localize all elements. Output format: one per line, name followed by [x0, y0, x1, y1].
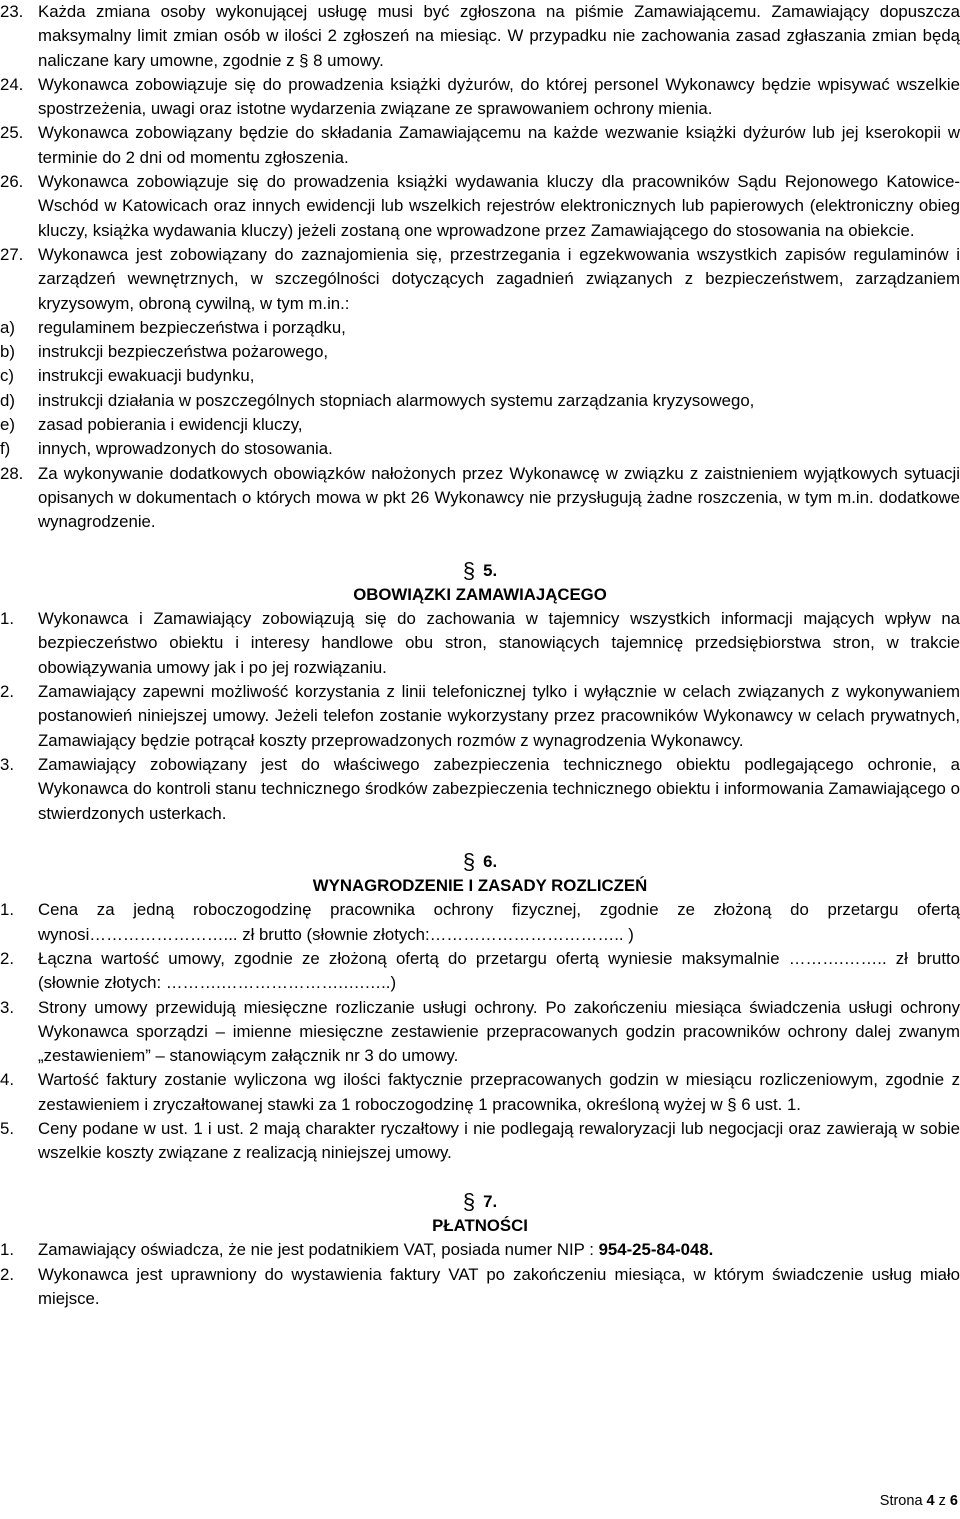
list-item	[0, 753, 960, 826]
total-pages: 6	[949, 1493, 958, 1509]
item-text: Wykonawca zobowiązuje się do prowadzenia książki wydawania kluczy dla pracowników Sądu Rejonowego Katowice-Wschód w Katowicach oraz innych ewidencji lub wszelkich rejestrów elektronicznych lub papierowych (elektroniczny obieg kluczy, książka wydawania kluczy) jeżeli zostaną one wprowadzone przez Zamawiającego do stosowania na obiekcie.	[38, 172, 960, 240]
list-item-28	[0, 462, 960, 535]
item-letter: c)	[0, 366, 14, 386]
page-footer	[880, 1492, 958, 1510]
item-text: instrukcji ewakuacji budynku,	[38, 366, 255, 386]
item-number: 24.	[0, 74, 24, 94]
section-7	[0, 1190, 960, 1311]
item-text: regulaminem bezpieczeństwa i porządku,	[38, 317, 346, 337]
item-number: 2.	[0, 1264, 14, 1284]
footer-prefix: Strona	[879, 1493, 927, 1509]
section-number-text: 7.	[483, 1191, 498, 1211]
section-6	[0, 850, 960, 1166]
item-text: Zamawiający oświadcza, że nie jest podatnikiem VAT, posiada numer NIP :	[38, 1240, 599, 1260]
list-item-e	[0, 413, 960, 437]
item-text: instrukcji działania w poszczególnych stopniach alarmowych systemu zarządzania kryzysowego,	[38, 390, 755, 410]
list-item	[0, 1117, 960, 1166]
item-number: 3.	[0, 754, 14, 774]
item-text: Cena za jedną roboczogodzinę pracownika ochrony fizycznej, zgodnie ze złożoną do przetargu ofertą wynosi……………………... zł brutto (słownie złotych:…………………………….. )	[38, 900, 960, 944]
section-number-text: 5.	[483, 560, 498, 580]
list-item	[0, 996, 960, 1069]
item-number: 4.	[0, 1070, 14, 1090]
section-title: WYNAGRODZENIE I ZASADY ROZLICZEŃ	[312, 876, 648, 896]
item-text: Każda zmiana osoby wykonującej usługę musi być zgłoszona na piśmie Zamawiającemu. Zamawiający dopuszcza maksymalny limit zmian osób w ilości 2 zgłoszeń na miesiąc. W przypadku nie zachowania zasad zgłaszania zmian będą naliczane kary umowne, zgodnie z § 8 umowy.	[38, 2, 960, 70]
section-title: PŁATNOŚCI	[432, 1215, 528, 1235]
paragraph-symbol: §	[462, 557, 476, 583]
item-text: Ceny podane w ust. 1 i ust. 2 mają charakter ryczałtowy i nie podlegają rewaloryzacji lub negocjacji oraz zawierają w sobie wszelkie koszty związane z realizacją niniejszej umowy.	[38, 1119, 960, 1163]
item-number: 23.	[0, 2, 24, 21]
item-number: 3.	[0, 997, 14, 1017]
section-number	[0, 559, 960, 583]
item-number: 25.	[0, 123, 24, 143]
list-item	[0, 607, 960, 680]
item-text: Wartość faktury zostanie wyliczona wg ilości faktycznie przepracowanych godzin w miesiącu rozliczeniowym, zgodnie z zestawieniem i zryczałtowanej stawki za 1 roboczogodzinę 1 pracownika, określoną wyżej w § 6 ust. 1.	[38, 1070, 960, 1114]
list-section-4-continued	[0, 0, 960, 535]
current-page-number: 4	[926, 1493, 935, 1509]
item-number: 1.	[0, 900, 14, 920]
list-item	[0, 947, 960, 996]
nip-number: 954-25-84-048.	[598, 1240, 714, 1260]
item-number: 27.	[0, 244, 24, 264]
item-letter: e)	[0, 415, 15, 435]
item-number: 26.	[0, 172, 24, 192]
footer-separator: z	[934, 1493, 950, 1509]
paragraph-symbol: §	[462, 1188, 476, 1214]
item-text: Za wykonywanie dodatkowych obowiązków nałożonych przez Wykonawcę w związku z zaistnieniem wyjątkowych sytuacji opisanych w dokumentach o których mowa w pkt 26 Wykonawcy nie przysługują żadne roszczenia, w tym m.in. dodatkowe wynagrodzenie.	[38, 463, 960, 532]
list-item-25	[0, 121, 960, 170]
item-letter: d)	[0, 390, 15, 410]
item-letter: a)	[0, 317, 15, 337]
list-item-24	[0, 73, 960, 122]
list-item	[0, 1263, 960, 1312]
item-number: 1.	[0, 1240, 14, 1260]
item-text: instrukcji bezpieczeństwa pożarowego,	[38, 342, 329, 362]
list-item	[0, 1238, 960, 1262]
list-item	[0, 898, 960, 947]
section-number-text: 6.	[483, 851, 498, 871]
item-text: innych, wprowadzonych do stosowania.	[38, 439, 333, 459]
list-item-a	[0, 316, 960, 340]
item-text: Strony umowy przewidują miesięczne rozliczanie usługi ochrony. Po zakończeniu miesiąca świadczenia usługi ochrony Wykonawca sporządzi – imienne miesięczne zestawienie przepracowanych godzin pracowników ochrony dalej zwanym „zestawieniem” – stanowiącym załącznik nr 3 do umowy.	[38, 997, 960, 1066]
list-item-c	[0, 364, 960, 388]
list-item-23	[0, 0, 960, 73]
item-text: Zamawiający zobowiązany jest do właściwego zabezpieczenia technicznego obiektu podlegającego ochronie, a Wykonawca do kontroli stanu technicznego środków zabezpieczenia technicznego obiektu i informowania Zamawiającego o stwierdzonych usterkach.	[38, 754, 960, 823]
section-5	[0, 559, 960, 826]
list-item	[0, 1068, 960, 1117]
item-text: Wykonawca i Zamawiający zobowiązują się do zachowania w tajemnicy wszystkich informacji mających wpływ na bezpieczeństwo obiektu i interesy handlowe obu stron, stanowiących tajemnicę przedsiębiorstwa stron, w trakcie obowiązywania umowy jak i po jej rozwiązaniu.	[38, 609, 960, 677]
list-item	[0, 680, 960, 753]
section-number	[0, 850, 960, 874]
list-item-f	[0, 437, 960, 461]
list-item-26	[0, 170, 960, 243]
section-title: OBOWIĄZKI ZAMAWIAJĄCEGO	[353, 584, 607, 604]
section-number	[0, 1190, 960, 1214]
item-number: 2.	[0, 948, 14, 968]
list-item-d	[0, 389, 960, 413]
item-text: Zamawiający zapewni możliwość korzystania z linii telefonicznej tylko i wyłącznie w celach związanych z wykonywaniem postanowień niniejszej umowy. Jeżeli telefon zostanie wykorzystany przez pracowników Wykonawcy w celach prywatnych, Zamawiający będzie potrącał koszty przeprowadzonych rozmów z wynagrodzenia Wykonawcy.	[38, 682, 960, 750]
item-number: 5.	[0, 1119, 14, 1139]
item-text: Wykonawca zobowiązany będzie do składania Zamawiającemu na każde wezwanie książki dyżurów lub jej kserokopii w terminie do 2 dni od momentu zgłoszenia.	[38, 123, 960, 167]
item-letter: b)	[0, 342, 15, 362]
list-item-b	[0, 340, 960, 364]
list-item-27	[0, 243, 960, 316]
item-text: Wykonawca zobowiązuje się do prowadzenia książki dyżurów, do której personel Wykonawcy będzie wpisywać wszelkie spostrzeżenia, uwagi oraz istotne wydarzenia związane ze sprawowaniem ochrony mienia.	[38, 74, 960, 119]
item-text: zasad pobierania i ewidencji kluczy,	[38, 415, 303, 435]
item-text: Wykonawca jest uprawniony do wystawienia faktury VAT po zakończeniu miesiąca, w którym świadczenie usług miało miejsce.	[38, 1264, 960, 1308]
item-text: Wykonawca jest zobowiązany do zaznajomienia się, przestrzegania i egzekwowania wszystkich zapisów regulaminów i zarządzeń wewnętrznych, w szczególności dotyczących zagadnień związanych z bezpieczeństwem, zarządzaniem kryzysowym, obroną cywilną, w tym m.in.:	[38, 244, 960, 313]
item-number: 2.	[0, 682, 14, 702]
item-number: 28.	[0, 463, 24, 483]
item-letter: f)	[0, 439, 11, 459]
item-text: Łączna wartość umowy, zgodnie ze złożoną ofertą do przetargu ofertą wyniesie maksymalnie ……….…….. zł brutto (słownie złotych: ……….………………….….…..)	[38, 948, 960, 993]
item-number: 1.	[0, 609, 14, 629]
paragraph-symbol: §	[462, 848, 476, 874]
